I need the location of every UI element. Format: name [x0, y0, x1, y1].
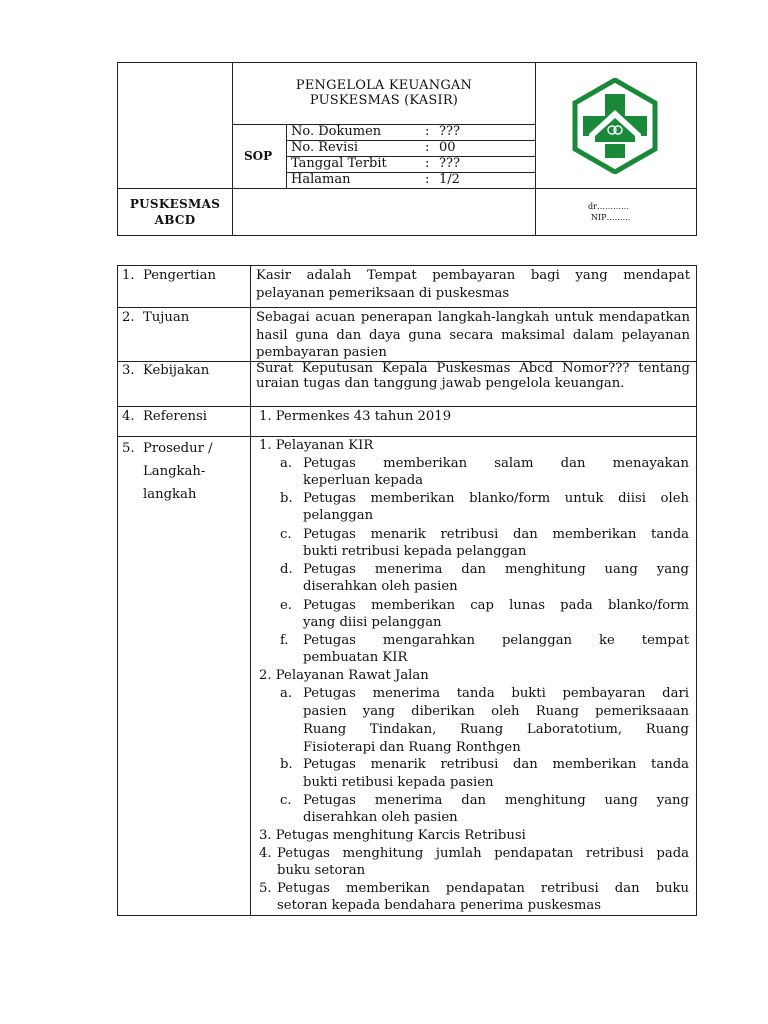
label-prosedur [122, 437, 213, 506]
meta-label: Halaman [291, 172, 351, 187]
step-1c-line-2: bukti retribusi kepada pelanggan [303, 544, 527, 559]
title-line-1: PENGELOLA KEUANGAN [295, 78, 473, 93]
step-3-karcis: 3. Petugas menghitung Karcis Retribusi [259, 828, 526, 843]
signer-name: dr………… [588, 202, 629, 211]
label-pengertian: 1. Pengertian [122, 268, 216, 283]
meta-value: ??? [439, 124, 460, 139]
step-1f-marker: f. [280, 633, 289, 648]
step-1e-line-2: yang diisi pelanggan [303, 615, 442, 630]
step-5-line-2: setoran kepada bendahara penerima puskesmas [277, 898, 602, 913]
step-1b-line-1: Petugas memberikan blanko/form untuk diisi oleh [303, 491, 689, 506]
step-1b-line-2: pelanggan [303, 508, 374, 523]
meta-label: No. Dokumen [291, 124, 382, 139]
label-prosedur-line-3: langkah [143, 487, 197, 502]
step-1d-line-1: Petugas menerima dan menghitung uang yang [303, 562, 689, 577]
text-tujuan: Sebagai acuan penerapan langkah-langkah untuk mendapatkan hasil guna dan daya guna secara maksimal dalam pelayanan pembayaran pasien [256, 310, 690, 361]
step-2-rawat-jalan: 2. Pelayanan Rawat Jalan [259, 668, 429, 683]
step-1d-line-2: diserahkan oleh pasien [303, 579, 458, 594]
text-referensi: 1. Permenkes 43 tahun 2019 [259, 409, 452, 424]
organization-name [118, 196, 232, 228]
step-1e-marker: e. [280, 598, 292, 613]
label-referensi: 4. Referensi [122, 409, 207, 424]
step-2b-line-1: Petugas menarik retribusi dan memberikan tanda [303, 757, 689, 772]
meta-colon: : [425, 172, 430, 187]
meta-value: ??? [439, 156, 460, 171]
step-1a-marker: a. [280, 456, 293, 471]
meta-colon: : [425, 124, 430, 139]
label-kebijakan: 3. Kebijakan [122, 363, 210, 378]
sop-label: SOP [244, 149, 273, 163]
step-4-marker: 4. [259, 846, 272, 861]
step-2c-marker: c. [280, 793, 292, 808]
step-1c-marker: c. [280, 527, 292, 542]
step-1f-line-2: pembuatan KIR [303, 650, 408, 665]
step-1a-line-2: keperluan kepada [303, 473, 424, 488]
step-1-kir: 1. Pelayanan KIR [259, 438, 374, 453]
meta-label: No. Revisi [291, 140, 359, 155]
step-2a-marker: a. [280, 686, 293, 701]
step-1d-marker: d. [280, 562, 293, 577]
title-line-2: PUSKESMAS (KASIR) [309, 93, 459, 108]
meta-colon: : [425, 140, 430, 155]
meta-row-tanggal [287, 156, 535, 172]
meta-row-revisi [287, 140, 535, 156]
signature-block [588, 201, 688, 223]
step-5-line-1: Petugas memberikan pendapatan retribusi dan buku [277, 881, 689, 896]
step-1f-line-1: Petugas mengarahkan pelanggan ke tempat [303, 633, 689, 648]
org-line-2: ABCD [154, 213, 196, 227]
puskesmas-logo-icon [567, 78, 663, 174]
label-prosedur-line-2: Langkah- [143, 464, 206, 479]
step-2a-line-4: Fisioterapi dan Ruang Ronthgen [303, 740, 521, 755]
step-5-marker: 5. [259, 881, 272, 896]
step-2a-line-3: Ruang Tindakan, Ruang Laboratotium, Ruang [303, 722, 689, 737]
meta-value: 00 [439, 140, 456, 155]
step-2c-line-2: diserahkan oleh pasien [303, 810, 458, 825]
step-1a-line-1: Petugas memberikan salam dan menayakan [303, 456, 689, 471]
label-tujuan: 2. Tujuan [122, 310, 190, 325]
meta-label: Tanggal Terbit [291, 156, 387, 171]
step-1e-line-1: Petugas memberikan cap lunas pada blanko/form [303, 598, 689, 613]
step-4-line-2: buku setoran [277, 863, 366, 878]
step-1c-line-1: Petugas menarik retribusi dan memberikan tanda [303, 527, 689, 542]
text-pengertian: Kasir adalah Tempat pembayaran bagi yang mendapat pelayanan pemeriksaan di puskesmas [256, 268, 690, 301]
step-4-line-1: Petugas menghitung jumlah pendapatan retribusi pada [277, 846, 689, 861]
signer-nip: NIP……… [591, 213, 631, 222]
meta-value: 1/2 [439, 172, 460, 187]
step-2b-marker: b. [280, 757, 293, 772]
text-kebijakan: Surat Keputusan Kepala Puskesmas Abcd Nomor??? tentang uraian tugas dan tanggung jawab pengelola keuangan. [256, 361, 690, 391]
step-1b-marker: b. [280, 491, 293, 506]
meta-colon: : [425, 156, 430, 171]
document-title [233, 78, 535, 108]
step-2b-line-2: bukti retibusi kepada pasien [303, 775, 494, 790]
meta-row-halaman [287, 172, 535, 188]
org-line-1: PUSKESMAS [129, 197, 221, 211]
meta-row-dokumen [287, 124, 535, 140]
step-2a-line-2: pasien yang diberikan oleh Ruang pemeriksaaan [303, 704, 689, 719]
step-2a-line-1: Petugas menerima tanda bukti pembayaran dari [303, 686, 689, 701]
label-prosedur-line-1: 5. Prosedur / [122, 441, 213, 456]
step-2c-line-1: Petugas menerima dan menghitung uang yang [303, 793, 689, 808]
